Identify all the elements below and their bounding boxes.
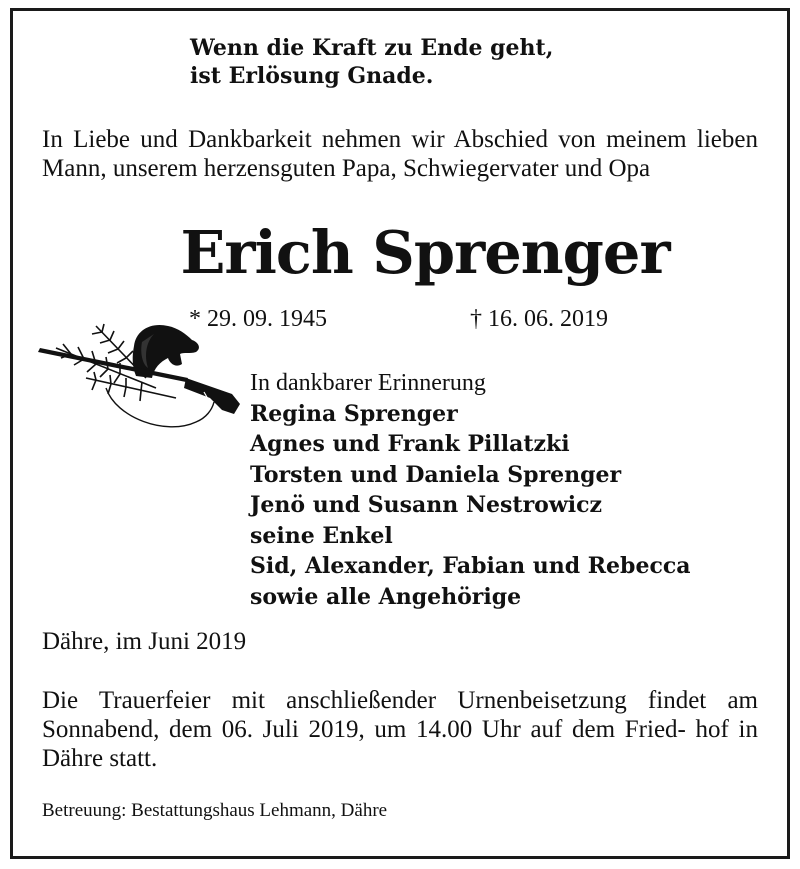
birth-date: * 29. 09. 1945 — [189, 306, 327, 332]
intro-line-2: lieben Mann, unserem herzensguten Papa, Schwiegervater und — [42, 126, 758, 182]
service-line-1: Die Trauerfeier mit anschließender Urnenbeisetzung findet am — [42, 687, 758, 714]
motto-line-2: ist Erlösung Gnade. — [190, 63, 434, 89]
mourner-name: Agnes und Frank Pillatzki — [250, 431, 570, 457]
motto-line-1: Wenn die Kraft zu Ende geht, — [190, 35, 554, 61]
intro-text — [42, 125, 758, 183]
mourner-name: Regina Sprenger — [250, 400, 458, 427]
intro-line-3: Opa — [608, 155, 651, 182]
mourners-heading: In dankbarer Erinnerung — [250, 370, 486, 396]
mourner-name: seine Enkel — [250, 522, 393, 549]
service-line-3: hof in Dähre statt. — [42, 716, 758, 772]
mourners-list — [250, 368, 690, 612]
mourner-name: Torsten und Daniela Sprenger — [250, 461, 622, 488]
deceased-name: Erich Sprenger — [180, 218, 670, 287]
service-info — [42, 686, 758, 773]
service-line-2: Sonnabend, dem 06. Juli 2019, um 14.00 Uhr auf dem Fried- — [42, 716, 686, 743]
motto — [190, 34, 553, 90]
mourner-name: Sid, Alexander, Fabian und Rebecca — [250, 553, 691, 579]
funeral-home-credit: Betreuung: Bestattungshaus Lehmann, Dähre — [42, 800, 388, 821]
mourner-name: sowie alle Angehörige — [250, 583, 522, 610]
place-date: Dähre, im Juni 2019 — [42, 628, 247, 655]
death-date: † 16. 06. 2019 — [470, 306, 608, 332]
intro-line-1: In Liebe und Dankbarkeit nehmen wir Abschied von meinem — [42, 126, 687, 153]
hunting-dog-emblem-icon — [36, 318, 242, 436]
mourner-name: Jenö und Susann Nestrowicz — [250, 492, 603, 518]
